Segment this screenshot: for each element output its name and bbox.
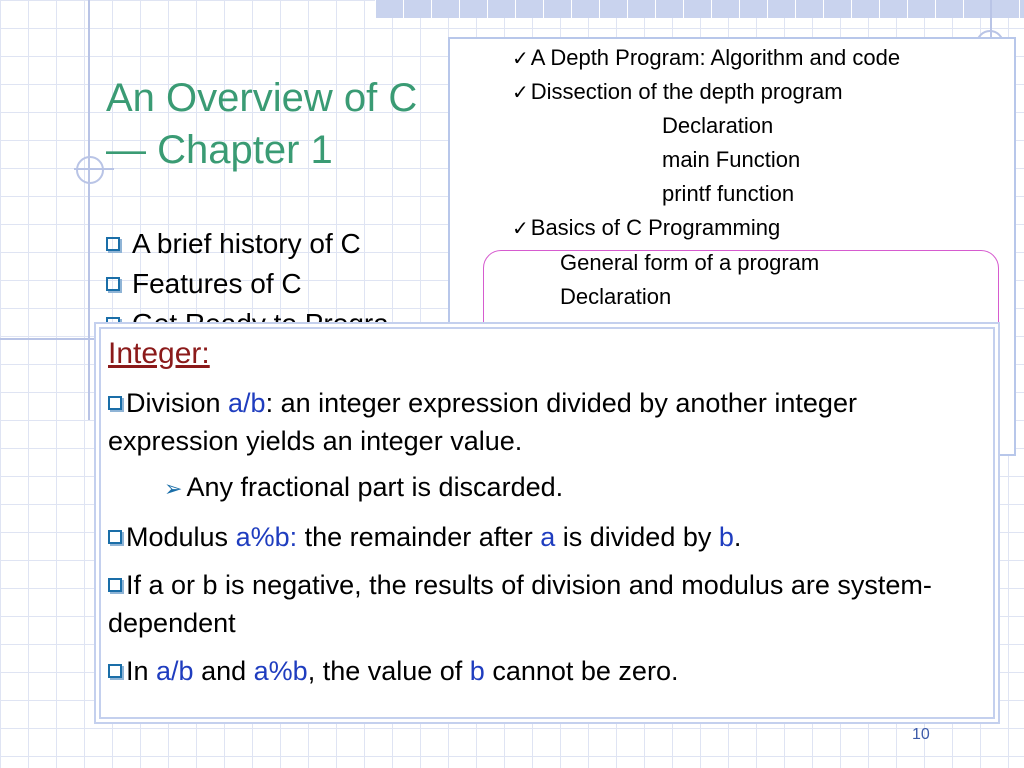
integer-box bbox=[94, 322, 1000, 724]
header-band bbox=[375, 0, 1024, 18]
division-paragraph: Division a/b: an integer expression divided by another integer expression yields an integer value. bbox=[108, 388, 857, 456]
decor-circle bbox=[76, 156, 104, 184]
checkmark-icon: ✓ bbox=[512, 218, 529, 240]
integer-content bbox=[108, 334, 988, 690]
fraction-note: ➢ Any fractional part is discarded. bbox=[164, 472, 564, 502]
checkbox-bullet-icon bbox=[108, 578, 122, 592]
overview-subitem: Declaration bbox=[662, 113, 774, 138]
integer-heading: Integer: bbox=[108, 337, 210, 370]
pink-item: Declaration bbox=[560, 284, 672, 309]
negative-paragraph: If a or b is negative, the results of division and modulus are system-dependent bbox=[108, 570, 932, 638]
checkbox-bullet-icon bbox=[106, 277, 120, 291]
overview-subitem: main Function bbox=[662, 147, 801, 172]
arrow-bullet-icon: ➢ bbox=[164, 476, 183, 501]
title-line-2: — Chapter 1 bbox=[106, 128, 333, 172]
decor-vertical-line bbox=[88, 0, 90, 420]
checkmark-icon: ✓ bbox=[512, 48, 529, 70]
checkbox-bullet-icon bbox=[106, 237, 120, 251]
modulus-paragraph: Modulus a%b: the remainder after a is divided by b. bbox=[108, 518, 988, 556]
overview-item: ✓Basics of C Programming bbox=[512, 215, 781, 240]
slide-title bbox=[106, 72, 417, 176]
zero-paragraph: In a/b and a%b, the value of b cannot be zero. bbox=[108, 652, 988, 690]
pink-item: General form of a program bbox=[560, 250, 820, 275]
checkbox-bullet-icon bbox=[108, 396, 122, 410]
overview-item: ✓A Depth Program: Algorithm and code bbox=[512, 45, 901, 70]
checkbox-bullet-icon bbox=[108, 664, 122, 678]
overview-item: ✓Dissection of the depth program bbox=[512, 79, 843, 104]
title-line-1: An Overview of C bbox=[106, 76, 418, 120]
overview-subitem: printf function bbox=[662, 181, 795, 206]
bullet-item: A brief history of C bbox=[106, 224, 389, 264]
page-number: 10 bbox=[912, 726, 930, 743]
checkmark-icon: ✓ bbox=[512, 82, 529, 104]
bullet-item: Features of C bbox=[106, 264, 389, 304]
decor-horizontal-line bbox=[0, 338, 100, 340]
checkbox-bullet-icon bbox=[108, 530, 122, 544]
